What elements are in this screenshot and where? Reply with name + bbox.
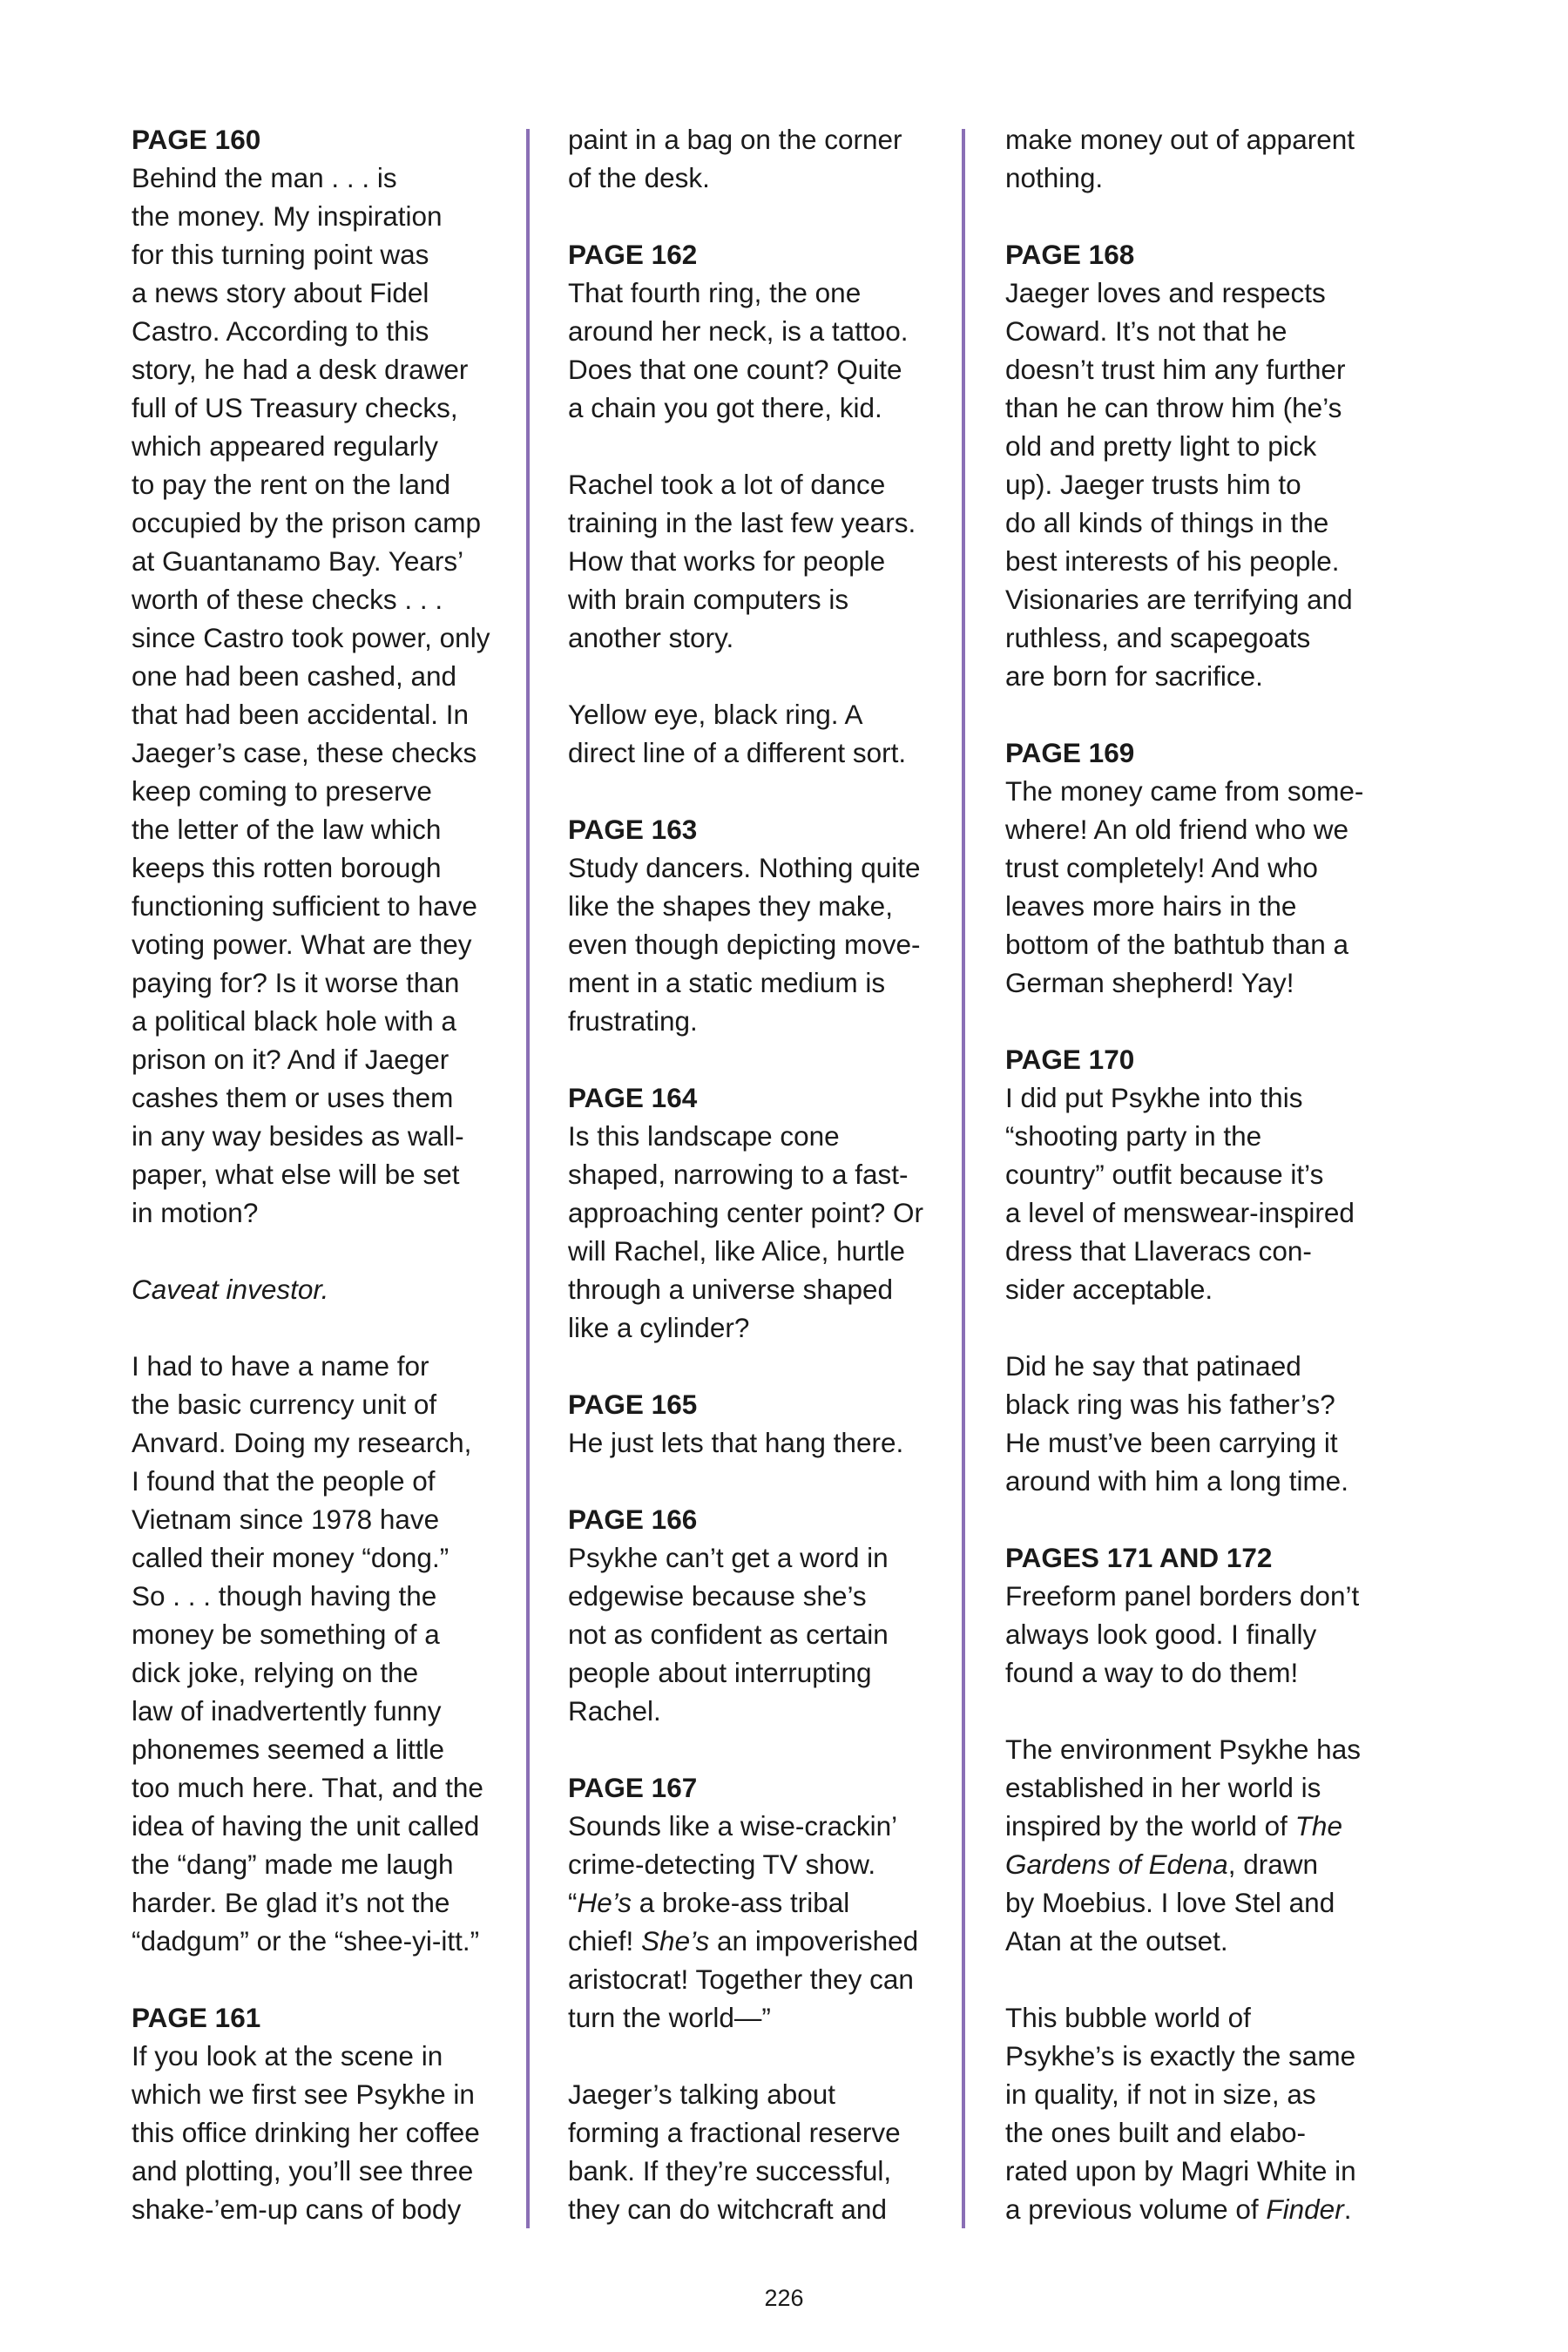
note-paragraph — [568, 120, 951, 197]
note-paragraph — [568, 2075, 951, 2228]
note-section — [1005, 235, 1389, 695]
body-text: This bubble world of Psykhe’s is exactly the same in quality, if not in size, as the ones built and elabo- rated upon by Magri White in a previous volume of Finder. — [1005, 2002, 1356, 2225]
section-heading: PAGE 164 — [568, 1082, 698, 1113]
note-section — [132, 120, 515, 1232]
section-heading: PAGE 168 — [1005, 239, 1135, 270]
body-text: Freeform panel borders don’t always look good. I finally found a way to do them! — [1005, 1580, 1360, 1688]
body-text: make money out of apparent nothing. — [1005, 124, 1355, 193]
section-heading: PAGE 161 — [132, 2002, 261, 2033]
note-paragraph — [1005, 1998, 1389, 2228]
note-paragraph — [132, 1347, 515, 1960]
column-divider — [962, 129, 965, 2228]
body-text: That fourth ring, the one around her neck, is a tattoo. Does that one count? Quite a chain you got there, kid. — [568, 277, 909, 423]
note-section — [1005, 733, 1389, 1002]
note-section — [1005, 1538, 1389, 1692]
note-paragraph — [568, 695, 951, 772]
body-text: Behind the man . . . is the money. My inspiration for this turning point was a news story about Fidel Castro. According to this story, he had a desk drawer full of US Treasury checks, which appeared regularly to pay the rent on the land occupied by the prison camp at Guantanamo Bay. Years’ worth of these checks . . . since Castro took power, only one had been cashed, and that had been accidental. In Jaeger’s case, these checks keep coming to preserve the letter of the law which keeps this rotten borough functioning sufficient to have voting power. What are they paying for? Is it worse than a political black hole with a prison on it? And if Jaeger cashes them or uses them in any way besides as wall- paper, what else will be set in motion? — [132, 162, 490, 1228]
text-column-2 — [568, 120, 951, 2267]
body-text: The environment Psykhe has established in her world is inspired by the world of The Gardens of Edena, drawn by Moebius. I love Stel and Atan at the outset. — [1005, 1734, 1361, 1957]
body-text: Psykhe can’t get a word in edgewise because she’s not as confident as certain people about interrupting Rachel. — [568, 1542, 889, 1727]
note-section — [568, 1078, 951, 1347]
body-text: I had to have a name for the basic currency unit of Anvard. Doing my research, I found that the people of Vietnam since 1978 have called their money “dong.” So . . . though having the money be something of a dick joke, relying on the law of inadvertently funny phonemes seemed a little too much here. That, and the idea of having the unit called the “dang” made me laugh harder. Be glad it’s not the “dadgum” or the “shee-yi-itt.” — [132, 1350, 483, 1957]
note-section — [568, 1385, 951, 1462]
body-text: Rachel took a lot of dance training in the last few years. How that works for people with brain computers is another story. — [568, 469, 916, 653]
section-heading: PAGE 170 — [1005, 1044, 1135, 1075]
body-text: He just lets that hang there. — [568, 1427, 904, 1458]
body-text: I did put Psykhe into this “shooting party in the country” outfit because it’s a level of menswear-inspired dress that Llaveracs con- sider acceptable. — [1005, 1082, 1355, 1305]
body-text: Yellow eye, black ring. A direct line of a different sort. — [568, 699, 907, 768]
section-heading: PAGE 165 — [568, 1389, 698, 1420]
body-text: If you look at the scene in which we first see Psykhe in this office drinking her coffee and plotting, you’ll see three shake-’em-up cans of body — [132, 2040, 480, 2225]
note-section — [1005, 1040, 1389, 1308]
note-section — [568, 1500, 951, 1730]
body-text: The money came from some- where! An old friend who we trust completely! And who leaves more hairs in the bottom of the bathtub than a German shepherd! Yay! — [1005, 775, 1364, 998]
note-paragraph — [1005, 1347, 1389, 1500]
section-heading: PAGE 160 — [132, 124, 261, 155]
body-text: Jaeger’s talking about forming a fractional reserve bank. If they’re successful, they can do witchcraft and — [568, 2078, 901, 2225]
body-text: Caveat investor. — [132, 1274, 329, 1305]
section-heading: PAGES 171 AND 172 — [1005, 1542, 1273, 1573]
column-divider — [526, 129, 530, 2228]
section-heading: PAGE 163 — [568, 814, 698, 845]
body-text: Is this landscape cone shaped, narrowing to a fast- approaching center point? Or will Rachel, like Alice, hurtle through a universe shaped like a cylinder? — [568, 1120, 924, 1343]
note-section — [568, 1768, 951, 2037]
section-heading: PAGE 166 — [568, 1504, 698, 1535]
note-paragraph — [1005, 120, 1389, 197]
text-column-1 — [132, 120, 515, 2267]
note-paragraph — [1005, 1730, 1389, 1960]
body-text: paint in a bag on the corner of the desk. — [568, 124, 902, 193]
body-text: Jaeger loves and respects Coward. It’s not that he doesn’t trust him any further than he can throw him (he’s old and pretty light to pick up). Jaeger trusts him to do all kinds of things in the best interests of his people. Visionaries are terrifying and ruthless, and scapegoats are born for sacrifice. — [1005, 277, 1353, 692]
section-heading: PAGE 162 — [568, 239, 698, 270]
note-section — [568, 810, 951, 1040]
note-paragraph — [568, 465, 951, 657]
page-number: 226 — [764, 2285, 804, 2311]
note-section — [132, 1998, 515, 2228]
section-heading: PAGE 167 — [568, 1772, 698, 1803]
text-column-3 — [1005, 120, 1389, 2267]
body-text: Sounds like a wise-crackin’ crime-detecting TV show. “He’s a broke-ass tribal chief! She’s an impoverished aristocrat! Together they can turn the world—” — [568, 1810, 919, 2033]
section-heading: PAGE 169 — [1005, 737, 1135, 768]
note-paragraph — [132, 1270, 515, 1308]
note-section — [568, 235, 951, 427]
body-text: Study dancers. Nothing quite like the shapes they make, even though depicting move- ment in a static medium is frustrating. — [568, 852, 921, 1037]
body-text: Did he say that patinaed black ring was his father’s? He must’ve been carrying it around with him a long time. — [1005, 1350, 1348, 1497]
